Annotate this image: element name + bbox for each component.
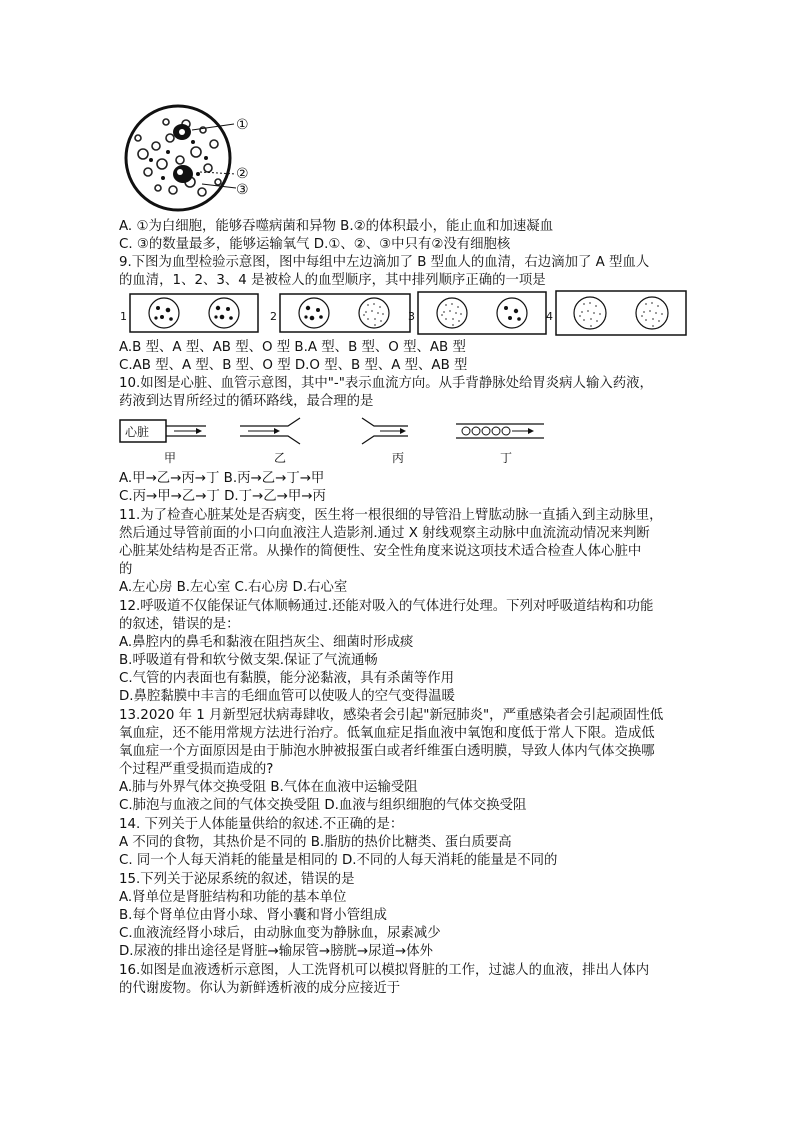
q10-option-line-1: A.甲→乙→丙→丁 B.丙→乙→丁→甲	[119, 471, 325, 486]
q10-stem-line-1: 10.如图是心脏、血管示意图，其中"-"表示血流方向。从手背静脉处给胃炎病人输入药液，	[119, 376, 653, 391]
marker-2: ②	[236, 166, 249, 182]
q11-stem-line-1: 11.为了检查心脏某处是否病变，医生将一根很细的导管沿上臂肱动脉一直插入到主动脉里，	[119, 508, 663, 523]
q12-stem-line-1: 12.呼吸道不仅能保证气体顺畅通过.还能对吸入的气体进行处理。下列对呼吸道结构和功能	[119, 599, 654, 614]
q13-option-line-2: C.肺泡与血液之间的气体交换受阻 D.血液与组织细胞的气体交换受阻	[119, 798, 527, 813]
heart-label: 心脏	[125, 425, 150, 439]
q13-stem-line-3: 氧血症一个方面原因是由于肺泡水肿被报蛋白或者纤维蛋白透明膜，导致人体内气体交换哪	[119, 744, 655, 759]
q9-stem-line-1: 9.下图为血型检验示意图，图中每组中左边滴加了 B 型血人的血清，右边滴加了 A 型血人	[119, 255, 650, 270]
q15-stem-line-1: 15.下列关于泌尿系统的叙述，错误的是	[119, 872, 355, 887]
q15-option-c: C.血液流经肾小球后，由动脉血变为静脉血，尿素减少	[119, 926, 441, 941]
q8-option-line-2: C. ③的数量最多，能够运输氧气 D.①、②、③中只有②没有细胞核	[119, 237, 511, 252]
q13-option-line-1: A.肺与外界气体交换受阻 B.气体在血液中运输受阻	[119, 780, 418, 795]
q13-stem-line-1: 13.2020 年 1 月新型冠状病毒肆收，感染者会引起"新冠肺炎"，严重感染者会引起顽固性低	[119, 708, 664, 723]
blood-type-slides-figure	[118, 290, 688, 338]
q12-stem-line-2: 的叙述，错误的是：	[119, 617, 240, 632]
q8-option-line-1: A. ①为白细胞，能够吞噬病菌和异物 B.②的体积最小，能止血和加速凝血	[119, 219, 554, 234]
vessel-label-bing: 丙	[392, 451, 405, 465]
slide-number-4: 4	[546, 310, 553, 323]
q9-option-line-1: A.B 型、A 型、AB 型、O 型 B.A 型、B 型、O 型、AB 型	[119, 340, 466, 355]
q14-option-line-2: C. 同一个人每天消耗的能量是相同的 D.不同的人每天消耗的能量是不同的	[119, 853, 558, 868]
slide-number-1: 1	[120, 310, 127, 323]
blood-smear-figure	[118, 102, 268, 214]
q13-stem-line-2: 氧血症，还不能用常规方法进行治疗。低氧血症足指血液中氧饱和度低于常人下限。造成低	[119, 726, 655, 741]
marker-1: ①	[236, 117, 249, 133]
q11-stem-line-3: 心脏某处结构是否正常。从操作的简便性、安全性角度来说这项技术适合检查人体心脏中	[119, 544, 642, 559]
q13-stem-line-4: 个过程严重受损而造成的?	[119, 762, 274, 777]
q10-option-line-2: C.丙→甲→乙→丁 D.丁→乙→甲→丙	[119, 489, 326, 504]
vessel-label-yi: 乙	[274, 451, 287, 465]
q11-stem-line-2: 然后通过导管前面的小口向血液注人造影剂.通过 X 射线观察主动脉中血流流动情况来判断	[119, 526, 650, 541]
q12-option-d: D.鼻腔黏膜中丰言的毛细血管可以使吸人的空气变得温暖	[119, 689, 455, 704]
q11-stem-line-4: 的	[119, 562, 133, 577]
q12-option-a: A.鼻腔内的鼻毛和黏液在阻挡灰尘、细菌时形成痰	[119, 635, 414, 650]
marker-3: ③	[236, 182, 249, 198]
q16-stem-line-1: 16.如图是血液透析示意图，人工洗肾机可以模拟肾脏的工作，过滤人的血液，排出人体内	[119, 963, 650, 978]
q12-option-b: B.呼吸道有骨和软兮傚支架.保证了气流通畅	[119, 653, 378, 668]
q10-stem-line-2: 药液到达胃所经过的循环路线，最合理的是	[119, 394, 374, 409]
q9-stem-line-2: 的血清，1、2、3、4 是被检人的血型顺序，其中排列顺序正确的一项是	[119, 273, 546, 288]
q15-option-b: B.每个肾单位由肾小球、肾小囊和肾小管组成	[119, 908, 387, 923]
vessel-label-ding: 丁	[500, 451, 513, 465]
vessel-label-jia: 甲	[164, 451, 177, 465]
q9-option-line-2: C.AB 型、A 型、B 型、O 型 D.O 型、B 型、A 型、AB 型	[119, 358, 468, 373]
slide-number-2: 2	[270, 310, 277, 323]
slide-number-3: 3	[408, 310, 415, 323]
q14-option-line-1: A 不同的食物，其热价是不同的 B.脂肪的热价比糖类、蛋白质要高	[119, 835, 512, 850]
q15-option-a: A.肾单位是肾脏结构和功能的基本单位	[119, 890, 347, 905]
q15-option-d: D.尿液的排出途径是肾脏→输尿管→膀胱→尿道→体外	[119, 944, 433, 959]
q16-stem-line-2: 的代谢废物。你认为新鲜透析液的成分应接近于	[119, 981, 401, 996]
q12-option-c: C.气管的内表面也有黏膜，能分泌黏液，具有杀菌等作用	[119, 671, 454, 686]
heart-vessels-figure	[118, 414, 558, 468]
q11-option-line-1: A.左心房 B.左心室 C.右心房 D.右心室	[119, 580, 348, 595]
q14-stem-line-1: 14. 下列关于人体能量供给的叙述.不正确的是：	[119, 817, 404, 832]
